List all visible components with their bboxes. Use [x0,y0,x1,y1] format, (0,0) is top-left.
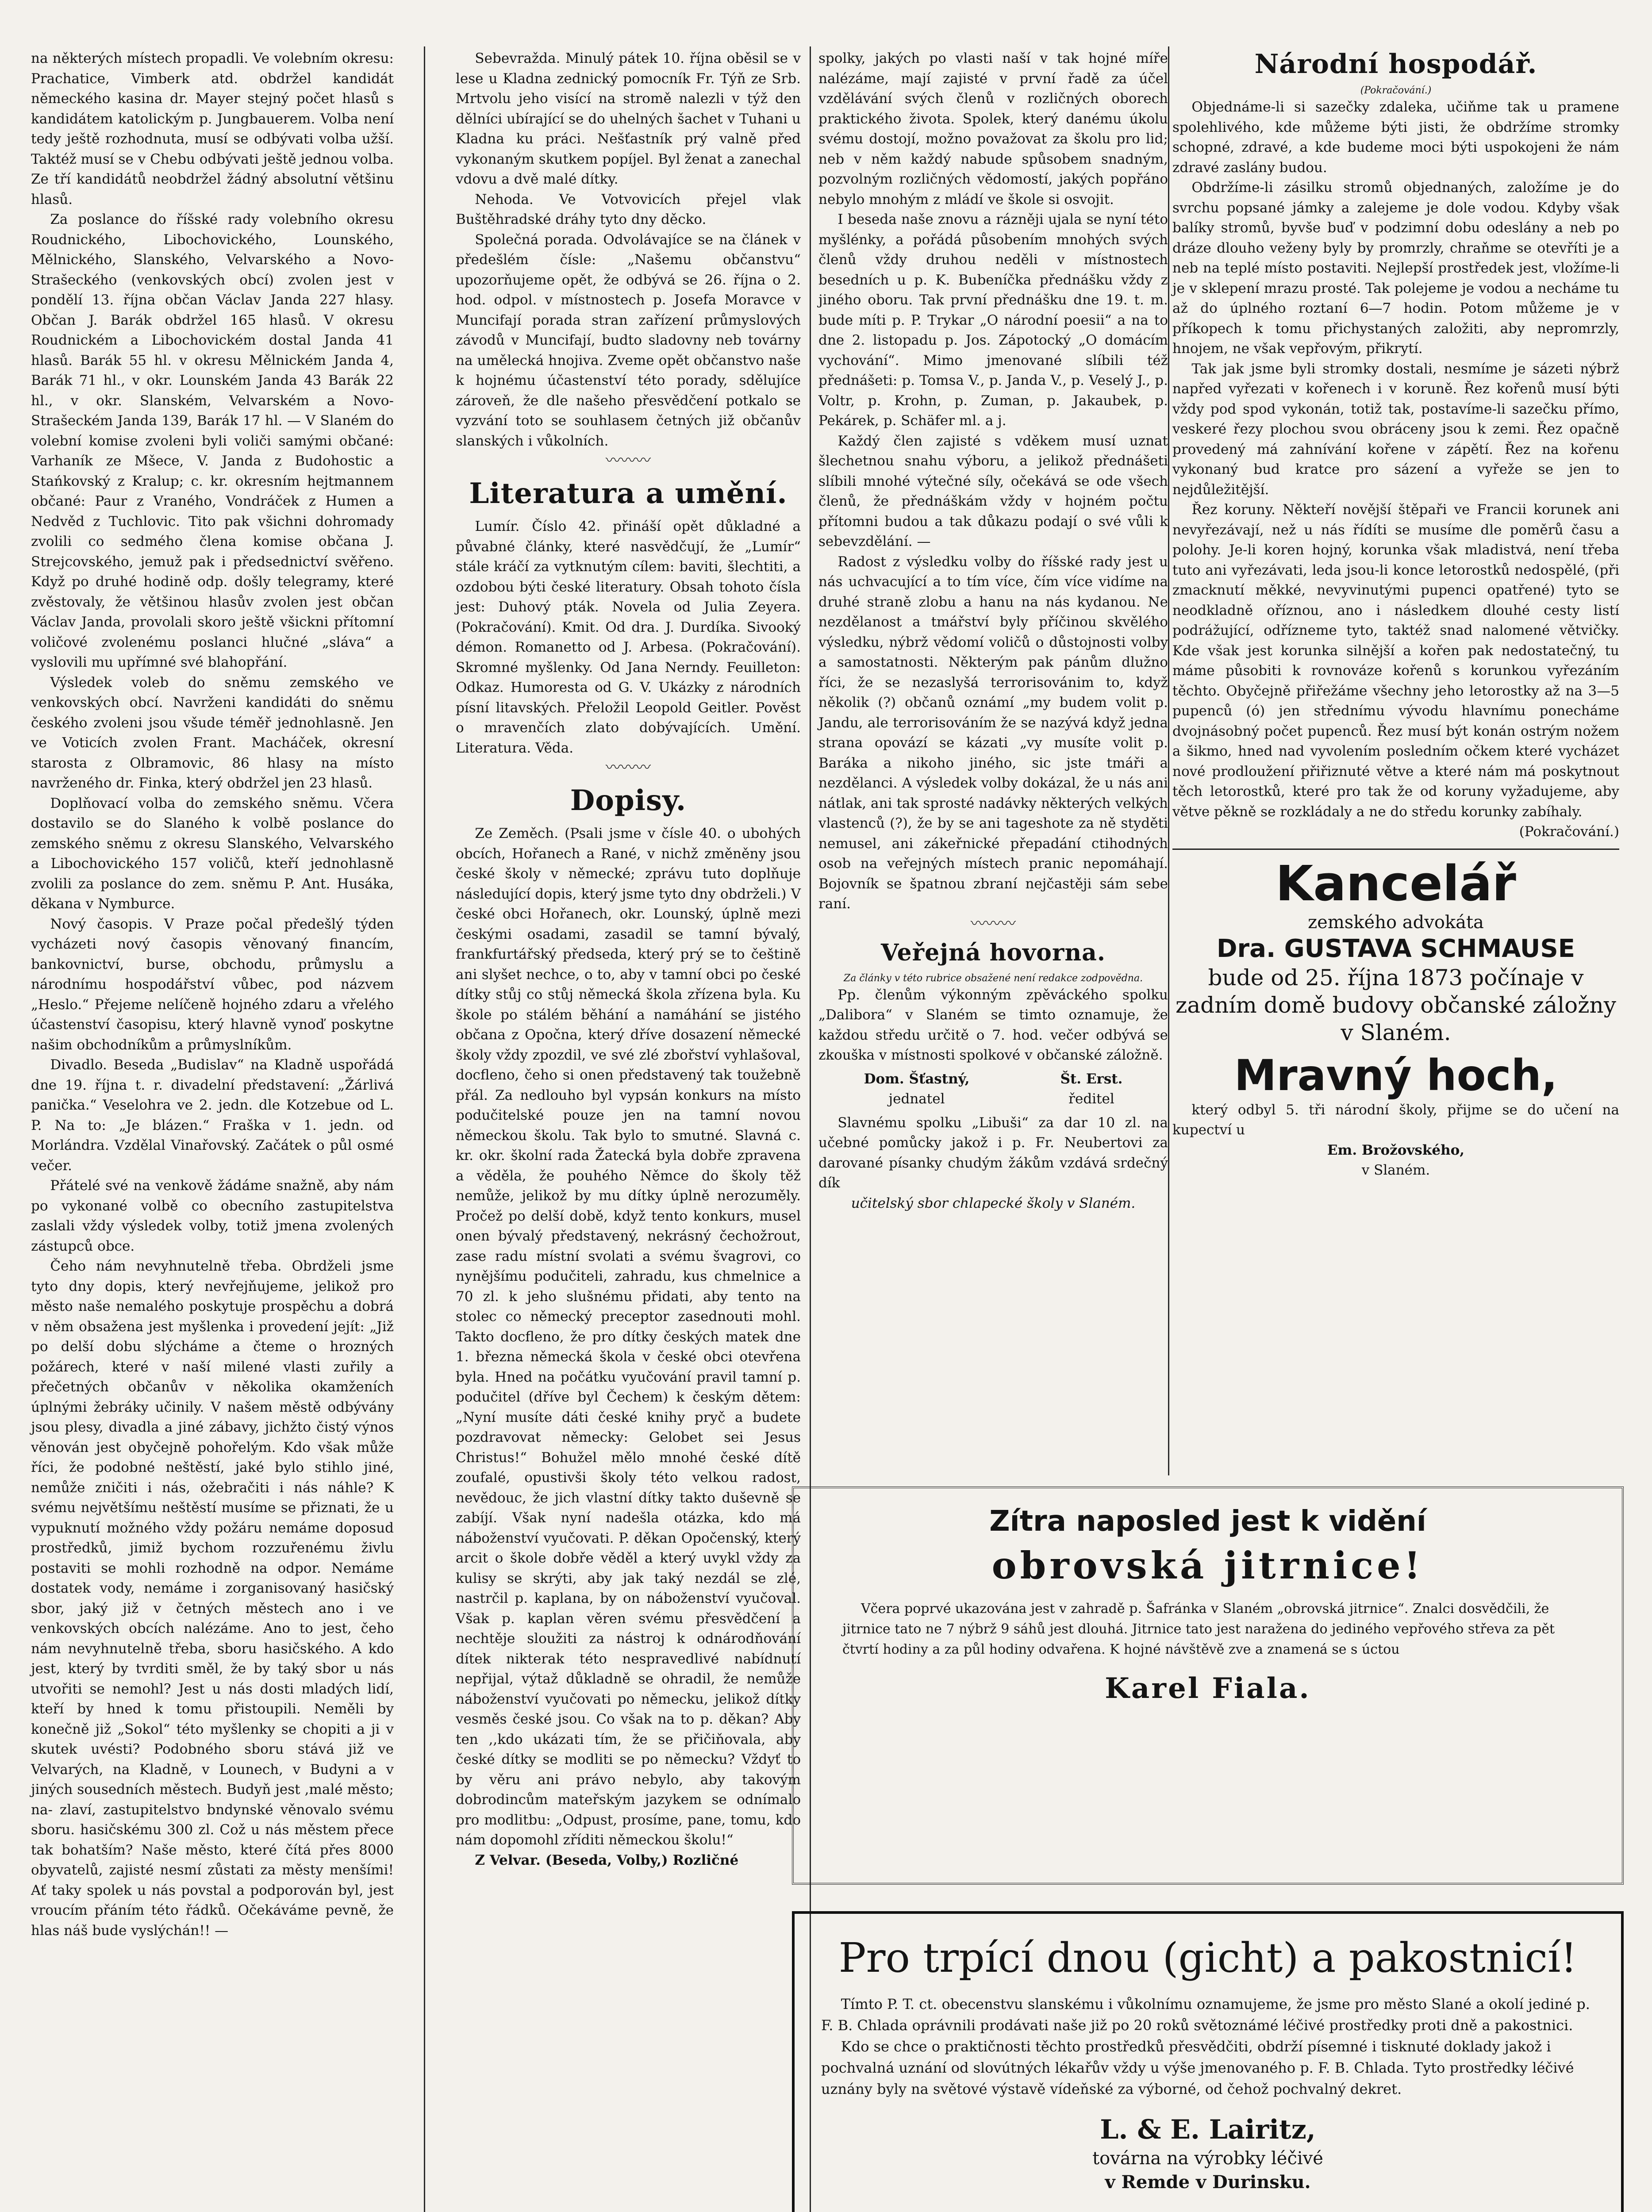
section-title-literature: Literatura a umění. [469,477,788,510]
section-divider: 〰〰〰 [606,452,651,469]
signature-role: ředitel [1068,1091,1114,1107]
article-paragraph: Doplňovací volba do zemského sněmu. Včera dostavilo se do Slaného k volbě poslance do zemského sněmu z okresu Slanského, Velvarského a Libochovického 157 voličů, kteří jednohlasně zvolili za poslance do zem. sněmu P. Ant. Husáka, děkana v Nymburce. [31,795,394,912]
section-title-economy: Národní hospodář. [1254,49,1537,80]
column-rule [424,46,425,2212]
ad-title-office: Kancelář [1275,855,1516,912]
ad-box-sausage [792,1486,1624,1885]
ad-line: bude od 25. října 1873 počínaje v zadním domě budovy občanské záložny v Slaném. [1176,964,1616,1045]
column-1 [31,49,394,2212]
article-paragraph: Tak jak jsme byli stromky dostali, nesmíme je sázeti nýbrž napřed vyřezati v kořenech i v koruně. Řez kořenů musí býti vždy pod spod vykonán, totiž tak, postavíme-li sazečku přímo, veskeré řezy plochou svou obráceny jsou k zemi. Řez opačně provedený má zahnívání kořene v zápětí. Řez na kořenu vykonaný bud kratce pro sázení a vyřeže se jen to nejdůležitější. [1172,361,1619,498]
ad-text: který odbyl 5. tři národní školy, přijme se do učení na kupectví u [1172,1102,1619,1138]
article-paragraph: Sebevražda. Minulý pátek 10. října oběsil se v lese u Kladna zednický pomocník Fr. Týň ze Srb. Mrtvolu jeho visící na stromě nalezli v týž den dělníci ubírající se do uhelných šachet v Tuhani u Kladna ku práci. Nešťastník prý valně před vykonaným skutkem popíjel. Byl ženat a zanechal vdovu a dvě malé dítky. [456,50,801,187]
article-paragraph: Přátelé své na venkově žádáme snažně, aby nám po vykonané volbě co obecního zastupitelstva zaslali vždy výsledek volby, totiž jmena zvolených zástupců obce. [31,1178,394,1254]
column-3 [818,49,1168,1211]
ad-firm-line: továrna na výrobky léčivé [1092,2148,1323,2169]
ad-title: obrovská jitrnice! [991,1544,1424,1587]
article-paragraph: Čeho nám nevyhnutelně třeba. Obrdželi jsme tyto dny dopis, který nevřejňujeme, jelikož pro město naše nemalého poskytuje prospěchu a dobrá v něm obsažena jest myšlenka i provedení jejít: „Již po delší dobu slýcháme a čteme o hrozných požárech, které v naší milené vlasti zuřily a přečetných občanův v několika okamženích úplnými žebráky učinily. V našem městě odbývány jsou plesy, divadla a jiné zábavy, jichžto čistý výnos věnován jest obyčejně pohořelým. Kdo však může říci, že podobné neštěstí, jaké bylo stihlo jiné, nemůže zničiti i nás, ožebračiti i nás náhle? K svému největšímu neštěstí musíme se přiznati, že u vypuknutí možného vždy požáru nemáme doposud prostředků, jimiž bychom rozzuřenému živlu postaviti se mohli rozhodně na odpor. Nemáme dostatek vody, nemáme i zorganisovaný hasičský sbor, jaký již v četných městech ano i ve venkovských obcích nalézáme. Ano to jest, čeho nám nevyhnutelně třeba, sboru hasičského. A kdo jest, který by tvrditi směl, že by taký sbor u nás utvořiti se nemohl? Jest u nás dosti mladých lidí, kteří by hned k tomu přistoupili. Neměli by konečně již „Sokol“ této myšlenky se chopiti a ji v skutek uvésti? Podobného sboru stává již ve Velvarých, na Kladně, v Lounech, v Budyni a v jiných sousedních městech. Budyň jest ,malé město; na- zlaví, zastupitelstvo bndynské věnovalo svému sboru. hasičskému 300 zl. Což u nás městem přece tak bohatším? Naše město, které čítá přes 8000 obyvatelů, zajisté nesmí zůstati za městy menšími! Ať taky spolek u nás povstal a podporován byl, jest vroucím přáním této řádků. Očekáváme pevně, že hlas náš bude vyslýchán!! — [31,1258,394,1939]
article-paragraph: Za poslance do říšské rady volebního okresu Roudnického, Libochovického, Lounského, Mělnického, Slanského, Velvarského a Novo-Strašeckého (venkovských obcí) zvolen jest v pondělí 13. října občan Václav Janda 227 hlasy. Občan J. Barák obdržel 165 hlasů. V okresu Roudnickém a Libochovickém dostal Janda 41 hlasů. Barák 55 hl. v okresu Mělnickém Janda 4, Barák 71 hl., v okr. Lounském Janda 43 Barák 22 hl., v okr. Slanském, Velvarském a Novo-Strašeckém Janda 139, Barák 17 hl. — V Slaném do volební komise zvoleni byli voliči samými občané: Varhaník ze Mšece, V. Janda z Budohostic a Stańkovský z Kralup; c. kr. okresním hejtmannem občané: Paur z Vraného, Vondráček z Humen a Nedvěd z Tuchlovic. Tito pak všichni dohromady zvolili co sedmého člena komise občana J. Strejcovského, jemuž pak i předsednictví svěřeno. Když po druhé hodině odp. došly telegramy, které zvěstovaly, že většinou hlasův zvolen jest občan Václav Janda, provolali skoro ještě všickni přítomní voličové zvolenému poslanci hlučné „sláva“ a vyslovili mu upřímné své blahopřání. [31,211,394,670]
ad-firm-line: v Remde v Durinsku. [1105,2172,1311,2193]
article-paragraph: spolky, jakých po vlasti naší v tak hojné míře nalézáme, mají zajisté v první řadě za účel vzdělávání svých členů v rozličných oborech praktického života. Spolek, který danému úkolu svému dostojí, možno považovat za školu pro lid; neb v něm každý nabude spůsobem snadným, pozvolným rozličných vědomostí, jakých popřáno nebylo mnohým z mládí ve škole si osvojit. [818,50,1168,207]
article-paragraph: na některých místech propadli. Ve volebním okresu: Prachatice, Vimberk atd. obdržel kandidát německého kasina dr. Mayer stejný počet hlasů s kandidátem katolickým p. Jungbauerem. Volba není tedy ještě rozhodnuta, musí se odbývati volba užší. Taktéž musí se v Chebu odbývati ještě jednou volba. Ze tří kandidátů neobdržel žádný absolutní většinu hlasů. [31,50,394,207]
column-rule [1168,46,1169,1475]
ad-firm: L. & E. Lairitz, [1100,2114,1316,2145]
ad-signature: Em. Brožovského, [1327,1142,1465,1158]
ad-line: zemského advokáta [1308,912,1484,933]
article-paragraph: Divadlo. Beseda „Budislav“ na Kladně uspořádá dne 19. října t. r. divadelní představení: „Žárlivá panička.“ Veselohra ve 2. jedn. dle Kotzebue od L. P. Na to: „Je blázen.“ Fraška v 1. jedn. od Morlándra. Vzdělal Vinařovský. Začátek o půl osmé večer. [31,1057,394,1174]
section-divider: 〰〰〰 [971,914,1016,933]
signature: učitelský sbor chlapecké školy v Slaném. [851,1195,1136,1211]
section-title-public-forum: Veřejná hovorna. [881,939,1106,966]
ad-text: Včera poprvé ukazována jest v zahradě p. Šafránka v Slaném „obrovská jitrnice“. Znalci dosvědčili, že jitrnice tato ne 7 nýbrž 9 sáhů jest dlouhá. Jitrnice tato jest naražena do jediného vepřového střeva za pět čtvrtí hodiny a za půl hodiny odvařena. K hojné návštěvě zve a znamená se s úctou [842,1601,1555,1657]
ad-line: Dra. GUSTAVA SCHMAUSE [1217,934,1575,963]
article-paragraph: Pp. členům výkonným zpěváckého spolku „Dalibora“ v Slaném se timto oznamuje, že každou středu určitě o 7. hod. večer odbývá se zkouška v místnosti spolkové v občanské záložně. [818,987,1168,1063]
ad-title: Zítra naposled jest k vidění [989,1505,1426,1538]
signature-role: jednatel [888,1091,945,1107]
column-4 [1172,49,1619,1482]
ad-text: Tímto P. T. ct. obecenstvu slanskému i vůkolnímu oznamujeme, že jsme pro město Slané a okolí jediné p. F. B. Chlada oprávnili prodávati naše již po 20 roků světoznámé léčivé prostředky proti dně a pakostnici. [821,1996,1590,2034]
article-paragraph: Obdržíme-li zásilku stromů objednaných, založíme je do svrchu popsané jámky a zalejeme je dole vodou. Kdyby však balíky stromů, byvše buď v podzimní dobu odeslány a neb po dráze dlouho veženy byly by promrzly, chraňme se otevříti je a neb na teplé místo postaviti. Nejlepší prostředek jest, vložíme-li je v sklepení mrazu prosté. Tak polejeme je vodou a necháme tu až do úplného roztaní 6—7 hodin. Potom můžeme je v příkopech k tomu přichystaných založiti, aby nepromrzly, hnojem, ne však vepřovým, přikrytí. [1172,180,1619,357]
article-paragraph: Společná porada. Odvolávajíce se na článek v předešlém čísle: „Našemu občanstvu“ upozorňujeme opět, že odbývá se 26. října o 2. hod. odpol. v místnostech p. Josefa Moravce v Muncifají porada stran zařízení průmyslových závodů v Muncifají, budto sladovny neb továrny na umělecká hnojiva. Zveme opět občanstvo naše k hojnému účastenství této porady, sdělujíce zároveň, že dle našeho přesvědčení potkalo se vyzvání toto se souhlasem četných již občanův slanských i vůkolních. [456,231,801,449]
signature-name: Št. Erst. [1060,1071,1123,1087]
article-paragraph: Každý člen zajisté s vděkem musí uznat šlechetnou snahu výboru, a jelikož přednášeti slíbili mnohé výtečné síly, očekává se ode všech členů, že přednáškám vždy v hojném počtu přítomni budou a tak důkazu podají o své vůli k sebevzdělání. — [818,433,1168,549]
ad-text: Kdo se chce o praktičnosti těchto prostředků přesvědčiti, obdrží písemné i tisknuté doklady jakož i pochvalná uznání od slovútných lékařův vždy u výše jmenovaného p. F. B. Chlada. Tyto prostředky léčivé uznány byly na světové výstavě vídeňské za výborné, od čehož pochvalný dekret. [821,2038,1574,2097]
ad-title-boy: Mravný hoch, [1234,1050,1558,1100]
article-paragraph: Slavnému spolku „Libuši“ za dar 10 zl. na učebné pomůcky jakož i p. Fr. Neubertovi za darované písanky chudým žákům vzdává srdečný dík [818,1114,1168,1191]
ad-box-gout [792,1911,1624,2212]
continuation-note: (Pokračování.) [1519,824,1619,840]
article-paragraph: Z Velvar. (Beseda, Volby,) Rozličné [475,1852,739,1868]
ad-place: v Slaném. [1361,1162,1430,1178]
disclaimer: Za články v této rubrice obsažené není redakce zodpovědna. [843,972,1143,984]
article-paragraph: Ze Zeměch. (Psali jsme v čísle 40. o ubohých obcích, Hořanech a Rané, v nichž změněny jsou české školy v německé; zprávu tuto doplňuje následující dopis, který jsme tyto dny obdrželi.) V české obci Hořanech, okr. Lounský, úplně mezi českými osadami, zasadil se tamní bývalý, frankfurtářský předseda, který prý se to češtině ani slyšet nechce, o to, aby v tamní obci po české dítky stůj co stůj německá škola zřízena byla. Ku škole po stálém běhání a namáhání se jistého občana z Opočna, který dříve dosazení německé školy vždy zpozdil, ve své zlé zbořství vyhlašoval, docfleno, čeho si onen představený tak toužebně přál. Za nedlouho byl vypsán konkurs na místo podučitelské pouze jen na tamní novou německou školu. Tak bylo to smutné. Slavná c. kr. okr. školní rada Žatecká byla dobře zpravena a věděla, že pouhého Němce do školy těž nemůže, jelikož by mu dítky úplně nerozuměly. Pročež po delší době, když tento konkurs, musel onen bývalý představený, nekrásný čechožrout, zase radu místní svolati a svému švagrovi, co nynějšímu podučiteli, zahradu, kus chmelnice a 70 zl. k jeho slušnému přidati, aby tento na stolec co německý preceptor zasednouti mohl. Takto docfleno, že pro dítky českých matek dne 1. března německá škola v české obci otevřena byla. Hned na počátku vyučování pravil tamní p. podučitel (dříve byl Čechem) k českým dětem: „Nyní musíte dáti české knihy pryč a budete pozdravovat německy: Gelobet sei Jesus Christus!“ Bohužel mělo mnohé české dítě zoufalé, opustivši školy této velkou radost, nevědouc, že jich vlastní dítky takto duševně se zabíjí. Však nyní nadešla otázka, kdo má náboženství vyučovati. P. děkan Opočenský, který arcit o škole dobře věděl a který uvykl vždy za kulisy se skrýti, aby jak taký nezdál se zlé, nastrčil p. kaplana, by on náboženství vyučoval. Však p. kaplan věren svému přesvědčení a nechtěje sloužiti za nástroj k odnárodňování dítek nikterak této nespravedlivé nabídnutí nepřijal, výtaž důkladně se ohradil, že nemůže náboženství vyučovati po německu, jelikož dítky vesměs české jsou. Co však na to p. děkan? Aby ten ,,kdo ukázati tím, že se přičiňovala, aby české dítky se modliti se po německu? Vždyť to by věru ani právo nebylo, aby takovým dobrodincům mateřským jazykem se odnímalo pro modlitbu: „Odpust, prosíme, pane, tomu, kdo nám dopomohl zříditi německou školu!“ [456,826,801,1848]
article-paragraph: Radost z výsledku volby do říšské rady jest u nás uchvacující a to tím více, čím více vidíme na druhé straně zlobu a hanu na nás kydanou. Ne nezdělanost a tmářství byly příčinou skvělého výsledku, nýbrž vědomí voličů o důstojnosti volby a samostatnosti. Některým pak pánům dlužno říci, že se nezaslyšá terrorisovánim to, když několik (?) občanů oznámí „my budem volit p. Jandu, ale terrorisováním že se nazývá když jedna strana opovází se kázati „vy musíte volit p. Baráka a nikoho jiného, sic jste tmáři a nezdělanci. A výsledek volby dokázal, že u nás ani nátlak, ani tak sprosté nadávky některých velkých vlastenců (?), že by se ani tageshote za ně styděti nemusel, ani zákeřnické přepadání ctihodných osob na veřejných místech pranic nepomáhají. Bojovník se špatnou zbraní nejčastěji sám sebe raní. [818,553,1168,912]
section-divider: 〰〰〰 [606,759,651,776]
column-2 [456,49,801,2212]
ad-title: Pro trpící dnou (gicht) a pakostnicí! [838,1934,1577,1982]
signature-name: Dom. Šťastný, [864,1071,970,1087]
article-paragraph: Lumír. Číslo 42. přináší opět důkladné a půvabné články, které nasvědčují, že „Lumír“ stále kráčí za vytknutým cílem: baviti, šlechtiti, a ozdobou býti české literatury. Obsah tohoto čísla jest: Duhový pták. Novela od Julia Zeyera. (Pokračování). Kmit. Od dra. J. Durdíka. Sivooký démon. Romanetto od J. Arbesa. (Pokračování). Skromné myšlenky. Od Jana Nerndy. Feuilleton: Odkaz. Humoresta od G. V. Ukázky z národních písní litavských. Přeložil Leopold Geitler. Pověst o mravenčích zlato dobývajících. Umění. Literatura. Věda. [456,518,801,756]
article-paragraph: Řez koruny. Někteří novější štěpaři ve Francii korunek ani nevyřezávají, než u nás řídíti se musíme dle poměrů času a polohy. Je-li koren hojný, korunka však mladistvá, není třeba tuto ani vyřezávati, leda jsou-li konce letorostků nedospělé, (při zmacknutí měkké, nevyvinutými pupenci opatřené) tyto se neodkladně oříznou, ano i následkem dlouhé cesty listí podrážující, odřízneme tyto, taktéž snad nalomené větvičky. Kde však jest korunka silnější a kořen pak nedostatečný, tu máme působiti k rovnováze kořenů s korunkou vyřezáním těchto. Obyčejně přiřežáme všechny jeho letorostky až na 3—5 pupenců (ó) jen střednímu vývodu hlavnímu ponecháme dvojnásobný počet pupenců. Řez musí být konán ostrým nožem a šikmo, hned nad vyvolením posledním očkem které vycházet nové prodloužení přiřiznuté větve a které nám má poskytnout těch letorostků, které pro tak že od koruny vyžadujeme, aby větve pěkně se rozkládaly a ne do středu korunky zabíhaly. [1172,502,1619,820]
ad-signature: Karel Fiala. [1105,1672,1311,1705]
column-rule [810,46,811,2212]
article-paragraph: Nový časopis. V Praze počal předešlý týden vycházeti nový časopis věnovaný financím, bankovnictví, burse, obchodu, průmyslu a národnímu hospodářství vůbec, pod názvem „Heslo.“ Přejeme nelíčeně hojného zdaru a vřelého účastenství časopisu, který hlavně vynoď poskytne našim obchodníkům a průmyslníkům. [31,916,394,1053]
article-paragraph: Výsledek voleb do sněmu zemského ve venkovských obcí. Navrženi kandidáti do sněmu českého zvoleni jsou všude téměř jednohlasně. Jen ve Voticích zvolen Frant. Macháček, okresní starosta z Olbramovic, 86 hlasy na místo navrženého dr. Finka, který obdržel jen 23 hlasů. [31,674,394,791]
section-title-letters: Dopisy. [570,784,687,817]
article-paragraph: I beseda naše znovu a rázněji ujala se nyní této myšlénky, a pořádá působením mnohých svých členů vždy druhou neděli v místnostech besedních u p. K. Bubeníčka přednášku vždy z jiného oboru. Tak první přednášku dne 19. t. m. bude míti p. P. Trykar „O národní poesii“ a na to dne 2. listopadu p. Jos. Zápotocký „O domácím vychování“. Mimo jmenované slíbili též přednášeti: p. Tomsa V., p. Janda V., p. Veselý J., p. Voltr, p. Krohn, p. Zuman, p. Jakaubek, p. Pekárek, p. Schäfer ml. a j. [818,211,1168,429]
signatures [818,1069,1168,1110]
article-paragraph: Objednáme-li si sazečky zdaleka, učiňme tak u pramene spolehlivého, kde můžeme býti jisti, že obdržíme stromky schopné, zdravé, a kde budeme moci býti uspokojeni že nám zdravé zaslány budou. [1172,99,1619,176]
article-paragraph: Nehoda. Ve Votvovicích přejel vlak Buštěhradské dráhy tyto dny děcko. [456,191,801,227]
continuation-note: (Pokračování.) [1360,85,1432,96]
